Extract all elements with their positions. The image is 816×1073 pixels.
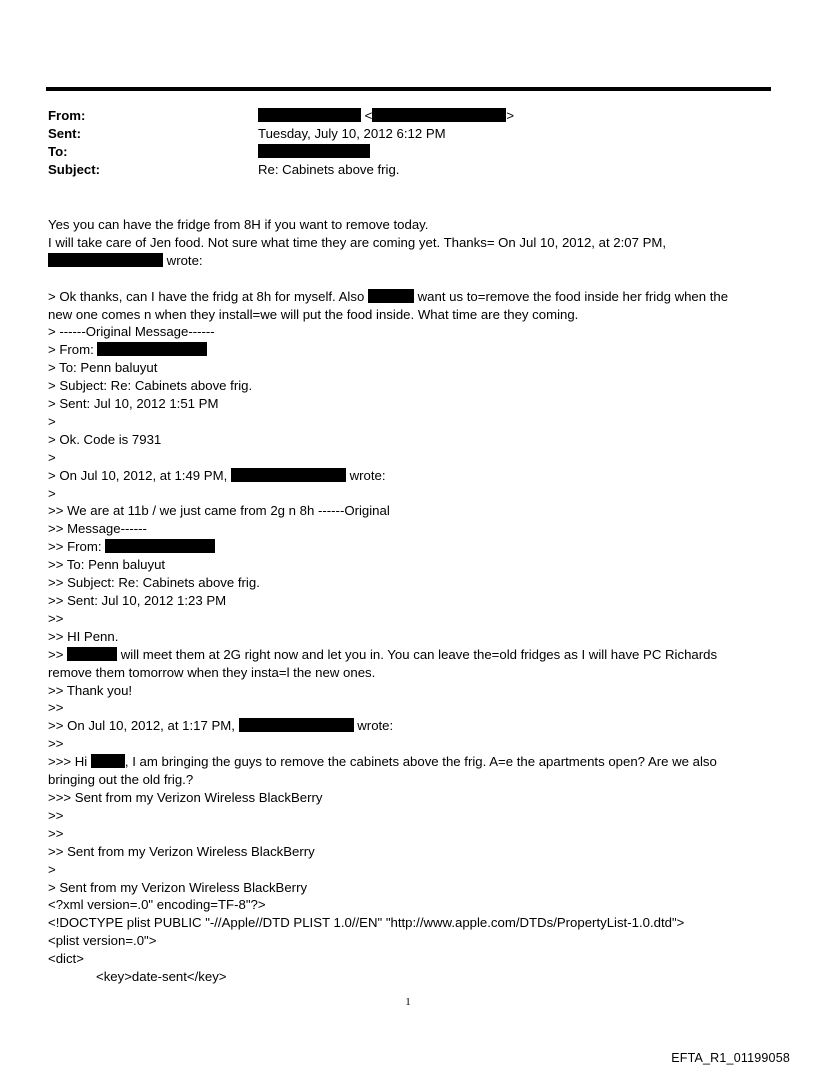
- body-line: >> We are at 11b / we just came from 2g n 8h ------Original: [48, 503, 390, 519]
- body-line: > Sent: Jul 10, 2012 1:51 PM: [48, 396, 219, 412]
- body-line: >> Sent from my Verizon Wireless BlackBerry: [48, 843, 315, 859]
- body-text: >> From:: [48, 539, 106, 555]
- body-line: >: [48, 413, 56, 429]
- body-line: <?xml version=.0" encoding=TF-8"?>: [48, 897, 266, 913]
- redaction-box: [91, 754, 125, 768]
- body-line: >> Sent: Jul 10, 2012 1:23 PM: [48, 593, 227, 609]
- body-line: [48, 288, 778, 306]
- subject-value: Re: Cabinets above frig.: [258, 162, 400, 177]
- body-line: >> Thank you!: [48, 682, 133, 698]
- document-id: EFTA_R1_01199058: [671, 1051, 790, 1065]
- body-line: >>: [48, 807, 64, 823]
- to-label: To:: [48, 144, 68, 159]
- from-value: [258, 107, 514, 125]
- body-line: >> Message------: [48, 521, 147, 537]
- redaction-box: [258, 144, 370, 158]
- body-line: >> HI Penn.: [48, 628, 119, 644]
- body-text: > Ok thanks, can I have the fridg at 8h for myself. Also: [48, 288, 368, 304]
- body-line: [48, 538, 778, 556]
- body-line: > Ok. Code is 7931: [48, 431, 162, 447]
- body-line: >>: [48, 700, 64, 716]
- body-line: [48, 753, 778, 771]
- sent-value: Tuesday, July 10, 2012 6:12 PM: [258, 126, 446, 141]
- body-text: >> On Jul 10, 2012, at 1:17 PM,: [48, 718, 239, 734]
- sent-label: Sent:: [48, 126, 81, 141]
- body-line: <plist version=.0">: [48, 933, 157, 949]
- body-line: > Sent from my Verizon Wireless BlackBerry: [48, 879, 308, 895]
- body-line: >> Subject: Re: Cabinets above frig.: [48, 575, 260, 591]
- redaction-box: [258, 108, 361, 122]
- redaction-box: [372, 108, 506, 122]
- body-text: wrote:: [163, 252, 203, 268]
- body-line: I will take care of Jen food. Not sure what time they are coming yet. Thanks= On Jul 10, 2012, at 2:07 PM,: [48, 234, 667, 250]
- body-line: remove them tomorrow when they insta=l the new ones.: [48, 664, 376, 680]
- body-text: >>: [48, 646, 68, 662]
- page-number: 1: [405, 996, 411, 1008]
- body-text: wrote:: [353, 718, 394, 734]
- body-line: bringing out the old frig.?: [48, 772, 194, 788]
- body-text: > On Jul 10, 2012, at 1:49 PM,: [48, 467, 231, 483]
- body-text: wrote:: [345, 467, 386, 483]
- body-text: , I am bringing the guys to remove the cabinets above the frig. A=e the apartments open? Are we also: [124, 754, 717, 770]
- redaction-box: [48, 253, 163, 267]
- body-text: > From:: [48, 342, 98, 358]
- body-line: > ------Original Message------: [48, 324, 215, 340]
- body-line: [48, 252, 778, 270]
- to-value: [258, 143, 370, 161]
- redaction-box: [239, 718, 354, 732]
- body-line: >: [48, 449, 56, 465]
- header-rule: [46, 87, 771, 91]
- redaction-box: [97, 342, 207, 356]
- body-line: [48, 646, 778, 664]
- body-line: Yes you can have the fridge from 8H if you want to remove today.: [48, 217, 429, 232]
- body-line: >>: [48, 736, 64, 752]
- body-line: >>: [48, 610, 64, 626]
- redaction-box: [105, 539, 215, 553]
- from-lt: <: [364, 108, 373, 123]
- from-gt: >: [506, 108, 515, 123]
- body-line: >>> Sent from my Verizon Wireless BlackBerry: [48, 789, 323, 805]
- body-line: [48, 467, 778, 485]
- from-label: From:: [48, 108, 86, 123]
- body-line: >> To: Penn baluyut: [48, 557, 166, 573]
- blank-line: [48, 270, 778, 288]
- redaction-box: [67, 647, 117, 661]
- email-body: [48, 216, 778, 986]
- body-line: <key>date-sent</key>: [96, 969, 227, 985]
- body-text: will meet them at 2G right now and let you in. You can leave the=old fridges as I will have PC Richards: [117, 646, 718, 662]
- body-line: new one comes n when they install=we will put the food inside. What time are they coming.: [48, 306, 579, 322]
- body-line: [48, 341, 778, 359]
- body-text: >>> Hi: [48, 754, 91, 770]
- body-line: [48, 717, 778, 735]
- subject-label: Subject:: [48, 162, 101, 177]
- redaction-box: [368, 289, 414, 303]
- redaction-box: [231, 468, 346, 482]
- body-line: >: [48, 485, 56, 501]
- body-text: want us to=remove the food inside her fridg when the: [413, 288, 729, 304]
- body-line: > Subject: Re: Cabinets above frig.: [48, 378, 253, 394]
- body-line: >>: [48, 825, 64, 841]
- body-line: <!DOCTYPE plist PUBLIC "-//Apple//DTD PLIST 1.0//EN" "http://www.apple.com/DTDs/PropertyList-1.0.dtd">: [48, 915, 685, 931]
- body-line: <dict>: [48, 951, 84, 967]
- body-line: > To: Penn baluyut: [48, 360, 158, 376]
- body-line: >: [48, 861, 56, 877]
